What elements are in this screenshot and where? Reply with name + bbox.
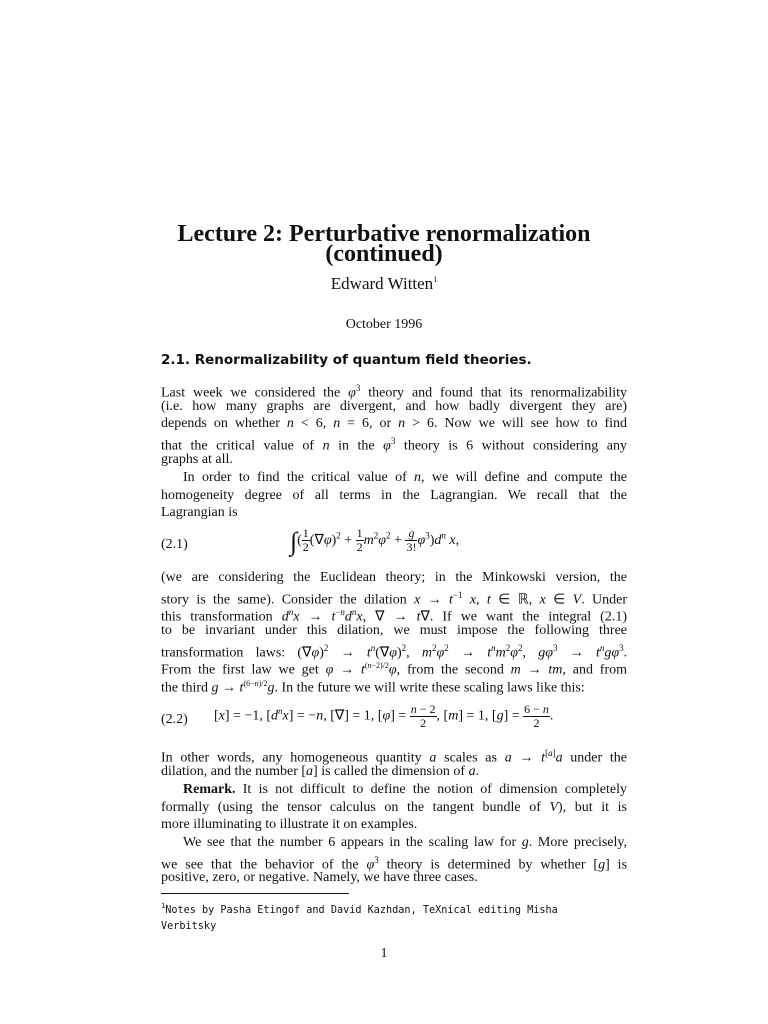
equation-2-2-number: (2.2) (161, 712, 188, 727)
remark-label: Remark. (183, 782, 236, 797)
equation-2-1-number: (2.1) (161, 537, 188, 552)
lecture-date: October 1996 (345, 317, 423, 332)
remark-paragraph: Remark. It is not difficult to define the notion of dimension completely formally (using the tensor calculus on the tangent bundle of V), but it is more illuminating to illustrate it on examples. (161, 782, 627, 833)
paragraph-3: (we are considering the Euclidean theory; in the Minkowski version, the story is the same). Consider the dilation $x \to t^{-1}$ x, t ∈ ℝ, x ∈ V. Under this transformation $d^nx \to t^{-n}d^nx$, ∇ → t∇. If we want the integral (2.1) to be invariant under this dilation, we must impose the following three transformation laws: $(\nabla\varphi)^2 \to t^n(\nabla\varphi)^2$, $m^2\varphi^2 \to t^nm^2\varphi^2$, $g\varphi^3 \to t^ng\varphi^3$. From the first law we get $\varphi \to t^{(n-2)/2}\varphi$, from the second m → tm, and from the third $g \to t^{(6-n)/2}g$. In the future we will write these scaling laws like this: (161, 570, 628, 696)
footnote: $^1$Notes by Pasha Etingof and David Kazhdan, TeXnical editing Misha Verbitsky (161, 902, 558, 932)
section-heading: 2.1. Renormalizability of quantum field theories. (161, 352, 532, 368)
author-name: Edward Witten$^1$ (330, 274, 438, 293)
author-footnote-mark: 1 (433, 275, 438, 284)
footnote-mark: 1 (161, 902, 166, 910)
paper-title-line-1: Lecture 2: Perturbative renormalization (177, 221, 591, 247)
paragraph-5: We see that the number 6 appears in the scaling law for g. More precisely, we see that the behavior of the $\varphi^3$ theory is determined by whether [g] is positive, zero, or negative. Namely, we have three cases. (161, 835, 628, 886)
paragraph-2: In order to find the critical value of n, we will define and compute the homogeneity degree of all terms in the Lagrangian. We recall that the Lagrangian is (161, 470, 627, 521)
equation-2-2: [x] = −1, $[d^nx] = -n$, [∇] = 1, [φ] = $\frac{n - 2}{2}$ , [m] = 1, [g] = $\frac{6 - n}{2}$ . (214, 702, 554, 730)
paper-title-line-2: (continued) (325, 241, 443, 267)
paragraph-4: In other words, any homogeneous quantity a scales as a → t[a]a under the dilation, and the number [a] is called the dimension of a. (161, 748, 628, 779)
equation-2-1: ∫( $\frac{1}{2}$ $(\nabla\varphi)^2$ + $\frac{1}{2}$ $m^2\varphi^2$ + $\frac{g}{3!}$ $\varphi^3)d^n$ x, (290, 526, 460, 556)
footnote-rule (161, 893, 349, 894)
paragraph-1: Last week we considered the $\varphi^3$ theory and found that its renormalizability (i.e. how many graphs are divergent, and how badly divergent they are) depends on whether n < 6, n = 6, or n > 6. Now we will see how to find that the critical value of n in the $\varphi^3$ theory is 6 without considering any graphs at all. (161, 383, 627, 467)
page-number: 1 (380, 946, 388, 961)
